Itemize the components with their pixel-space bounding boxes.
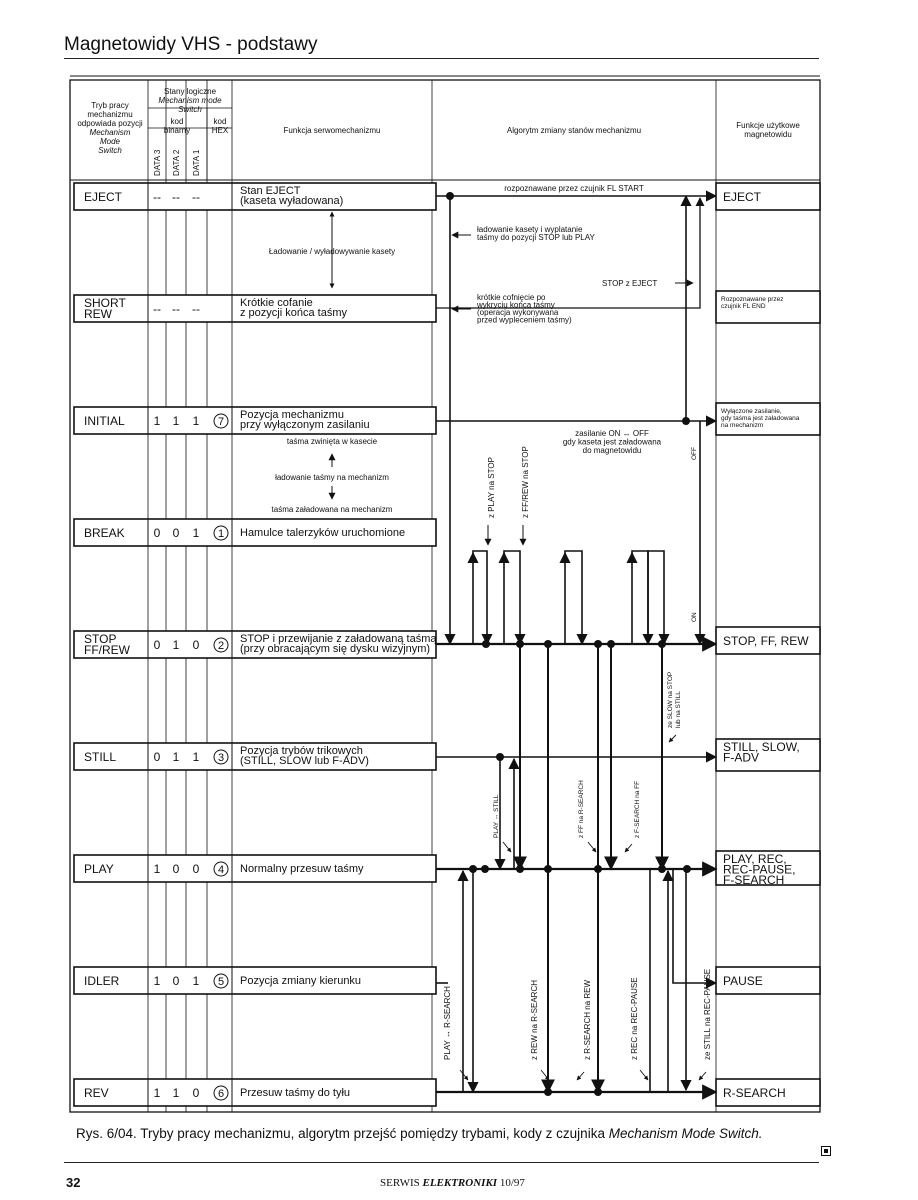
bit-header: DATA 3 (153, 149, 162, 176)
stany-header: Stany logiczne (163, 87, 217, 96)
end-of-article-icon (821, 1146, 831, 1156)
mode-name: FF/REW (84, 643, 130, 657)
mode-bit: 1 (192, 750, 200, 764)
label-ff-rsearch: z FF na R-SEARCH (578, 780, 585, 838)
mode-row (74, 183, 436, 210)
mode-row (74, 631, 437, 658)
stany-header-italic: Switch (178, 105, 202, 114)
short-rew-return (436, 198, 700, 308)
label-slow-stop: ze SLOW na STOP (667, 671, 674, 728)
user-function-text: R-SEARCH (723, 1086, 786, 1100)
mode-bit: -- (192, 190, 200, 204)
user-function-text: EJECT (723, 190, 762, 204)
mode-bit: -- (172, 190, 180, 204)
label-rec-recpause: z REC na REC-PAUSE (630, 977, 639, 1060)
pointer-arrow (669, 735, 676, 742)
user-function-text: PAUSE (723, 974, 763, 988)
user-function-text: F-SEARCH (723, 873, 785, 887)
user-function-text: Wyłączone zasilanie, (721, 408, 782, 415)
mode-function: (przy obracającym się dysku wizyjnym) (240, 643, 431, 655)
mode-function: Pozycja trybów trikowych (240, 745, 363, 757)
note-initial: ładowanie taśmy na mechanizm (275, 473, 389, 482)
label-rsearch-rew: z R-SEARCH na REW (583, 979, 592, 1060)
mode-bit: -- (192, 302, 200, 316)
tryb-header: mechanizmu (87, 110, 133, 119)
loop-5 (648, 551, 664, 644)
mode-bit: 1 (192, 974, 200, 988)
user-function-text: STILL, SLOW, (723, 740, 800, 754)
table-frame (70, 76, 820, 1112)
caption-text: Tryby pracy mechanizmu, algorytm przejść pomiędzy trybami, kody z czujnika (140, 1126, 605, 1141)
tryb-header-italic: Mode (99, 137, 121, 146)
mode-function: Przesuw taśmy do tyłu (240, 1087, 351, 1099)
pointer-arrow (460, 1070, 468, 1080)
pointer-arrow (699, 1072, 706, 1080)
mode-function: (kaseta wyładowana) (240, 195, 344, 207)
mode-hex: 4 (217, 864, 225, 876)
label-short-rew: przed wypleceniem taśmy) (477, 315, 572, 325)
mode-bit: 0 (192, 638, 200, 652)
caption-italic: Mechanism Mode Switch. (608, 1126, 763, 1141)
kod-hex-header: kod (213, 117, 227, 126)
mode-bit: 1 (153, 414, 161, 428)
mode-name: IDLER (84, 974, 120, 988)
junction-dot (658, 865, 666, 873)
user-function-text: F-ADV (723, 750, 759, 765)
mode-name: INITIAL (84, 414, 125, 428)
mode-name: STOP (84, 632, 117, 646)
magazine-name: SERWIS (380, 1177, 420, 1189)
mode-bit: 0 (172, 526, 180, 540)
label-rew-rsearch: z REW na R-SEARCH (530, 979, 539, 1060)
junction-dot (482, 640, 490, 648)
magazine-issue: 10/97 (499, 1177, 525, 1189)
user-function-text: Rozpoznawane przez (721, 296, 784, 303)
tryb-header-italic: Switch (98, 146, 122, 155)
mode-function: Stan EJECT (240, 185, 301, 197)
mode-bit: 0 (172, 862, 180, 876)
junction-dot (594, 1088, 602, 1096)
mode-hex: 6 (217, 1088, 225, 1100)
mode-name: STILL (84, 750, 117, 764)
mode-bit: -- (153, 302, 161, 316)
loop-4 (632, 551, 648, 644)
user-function-text: czujnik FL END (721, 303, 766, 310)
mode-name: REW (84, 307, 112, 321)
mode-function: Normalny przesuw taśmy (240, 863, 364, 875)
label-fl-start: rozpoznawane przez czujnik FL START (504, 184, 644, 193)
note-initial: taśma zwinięta w kasecie (286, 437, 378, 446)
user-function-text: REC-PAUSE, (723, 862, 796, 877)
junction-dot (481, 865, 489, 873)
pointer-arrow (625, 844, 632, 852)
label-on: ON (691, 612, 698, 622)
mode-row (74, 855, 436, 882)
pause-line (673, 869, 716, 983)
mode-hex: 5 (217, 976, 225, 988)
user-function-text: STOP, FF, REW (723, 634, 809, 648)
junction-dot (516, 865, 524, 873)
mode-bit: 1 (172, 638, 180, 652)
mode-name: BREAK (84, 526, 125, 540)
funkcja-header: Funkcja serwomechanizmu (283, 126, 381, 135)
mode-bit: 0 (153, 750, 161, 764)
pointer-arrow (640, 1070, 648, 1080)
mode-name: SHORT (84, 296, 126, 310)
mode-bit: 1 (172, 750, 180, 764)
junction-dot (682, 417, 690, 425)
kod-hex-header: HEX (211, 126, 229, 135)
pause-loop (650, 869, 668, 1092)
funkcje-header: magnetowidu (744, 130, 792, 139)
mode-function: z pozycji końca taśmy (240, 307, 347, 319)
junction-dot (469, 865, 477, 873)
tryb-header-italic: Mechanism (89, 128, 131, 137)
caption-prefix: Rys. 6/04. (76, 1126, 137, 1141)
mode-function: STOP i przewijanie z załadowaną taśmą (240, 633, 437, 645)
pointer-arrow (503, 842, 511, 852)
mode-function: (STILL, SLOW lub F-ADV) (240, 755, 369, 767)
outer-border (70, 80, 820, 1112)
label-fsearch-ff: z F-SEARCH na FF (634, 780, 641, 838)
mode-function: Pozycja zmiany kierunku (240, 975, 362, 987)
note-eject-load: Ładowanie / wyładowywanie kasety (268, 247, 396, 256)
label-ffrew-to-stop: z FF/REW na STOP (521, 446, 530, 518)
junction-dot (544, 1088, 552, 1096)
magazine-name-bold: ELEKTRONIKI (422, 1177, 498, 1189)
label-stop-eject: STOP z EJECT (602, 279, 658, 288)
label-play-to-stop: z PLAY na STOP (487, 457, 496, 518)
mode-bit: 0 (172, 974, 180, 988)
bit-header: DATA 1 (192, 149, 201, 176)
algorytm-header: Algorytm zmiany stanów mechanizmu (506, 126, 642, 135)
loop-3 (565, 551, 582, 644)
label-still-recpause: ze STILL na REC-PAUSE (703, 968, 712, 1060)
mode-name: PLAY (84, 862, 114, 876)
label-short-rew: krótkie cofnięcie po (477, 293, 546, 302)
label-power: gdy kaseta jest załadowana (562, 437, 662, 447)
pointer-arrow (588, 842, 596, 852)
kod-binarny-header: kod (170, 117, 184, 126)
funkcje-header: Funkcje użytkowe (736, 121, 800, 130)
label-short-rew: wykryciu końca taśmy (477, 300, 555, 310)
tryb-header: Tryb pracy (91, 101, 129, 110)
label-power: zasilanie ON ↔ OFF (575, 429, 649, 438)
stany-header-italic: Mechanism mode (158, 96, 222, 105)
pointer-arrow (577, 1072, 584, 1080)
mode-bit: 1 (192, 526, 200, 540)
note-initial: taśma załadowana na mechanizm (271, 505, 393, 514)
junction-dot (594, 865, 602, 873)
mode-bit: -- (153, 190, 161, 204)
mode-bit: 1 (153, 1086, 161, 1100)
page-header-title: Magnetowidy VHS - podstawy (64, 34, 318, 55)
junction-dot (544, 865, 552, 873)
mode-name: EJECT (84, 190, 123, 204)
mode-hex: 3 (217, 752, 225, 764)
user-function-text: PLAY, REC, (723, 852, 787, 866)
user-function-text: gdy taśma jest załadowana (721, 415, 800, 422)
label-load: ładowanie kasety i wyplatanie (477, 225, 583, 234)
mode-bit: 1 (172, 414, 180, 428)
mode-row (74, 967, 436, 994)
mode-hex: 2 (217, 640, 225, 652)
mode-name: REV (84, 1086, 109, 1100)
junction-dot (446, 192, 454, 200)
figure-caption (76, 1126, 763, 1141)
user-function-text: na mechanizm (721, 422, 764, 429)
bit-header: DATA 2 (172, 149, 181, 176)
mode-bit: 0 (192, 862, 200, 876)
label-load: taśmy do pozycji STOP lub PLAY (477, 233, 595, 242)
mode-bit: 1 (172, 1086, 180, 1100)
mode-row (74, 407, 436, 434)
mode-hex: 1 (217, 528, 225, 540)
label-off: OFF (691, 447, 698, 460)
label-play-still: PLAY ↔ STILL (493, 794, 500, 838)
mode-bit: 1 (192, 414, 200, 428)
mode-bit: 1 (153, 862, 161, 876)
footer-magazine (380, 1177, 525, 1189)
mode-row (74, 295, 436, 322)
kod-binarny-header: binarny (163, 126, 191, 135)
mode-bit: 0 (153, 638, 161, 652)
mode-function: przy wyłączonym zasilaniu (240, 419, 370, 431)
label-slow-stop: lub na STILL (675, 691, 682, 728)
ffrew-stop-loop (504, 551, 520, 644)
junction-dot (496, 753, 504, 761)
mode-row (74, 1079, 436, 1106)
mode-bit: 0 (192, 1086, 200, 1100)
mode-bit: 0 (153, 526, 161, 540)
mode-function: Pozycja mechanizmu (240, 409, 344, 421)
mode-function: Krótkie cofanie (240, 297, 313, 309)
play-stop-loop (473, 551, 487, 644)
mode-row (74, 519, 436, 546)
footer-rule (64, 1162, 819, 1163)
label-power: do magnetowidu (582, 446, 642, 455)
label-short-rew: (operacja wykonywana (477, 308, 559, 317)
tryb-header: odpowiada pozycji (77, 119, 143, 128)
mode-hex: 7 (217, 416, 225, 428)
mode-function: Hamulce talerzyków uruchomione (240, 527, 406, 539)
mode-bit: -- (172, 302, 180, 316)
junction-dot (683, 865, 691, 873)
mode-bit: 1 (153, 974, 161, 988)
mode-row (74, 743, 436, 770)
label-play-rsearch: PLAY ↔ R-SEARCH (443, 986, 452, 1060)
page-number: 32 (66, 1175, 81, 1190)
